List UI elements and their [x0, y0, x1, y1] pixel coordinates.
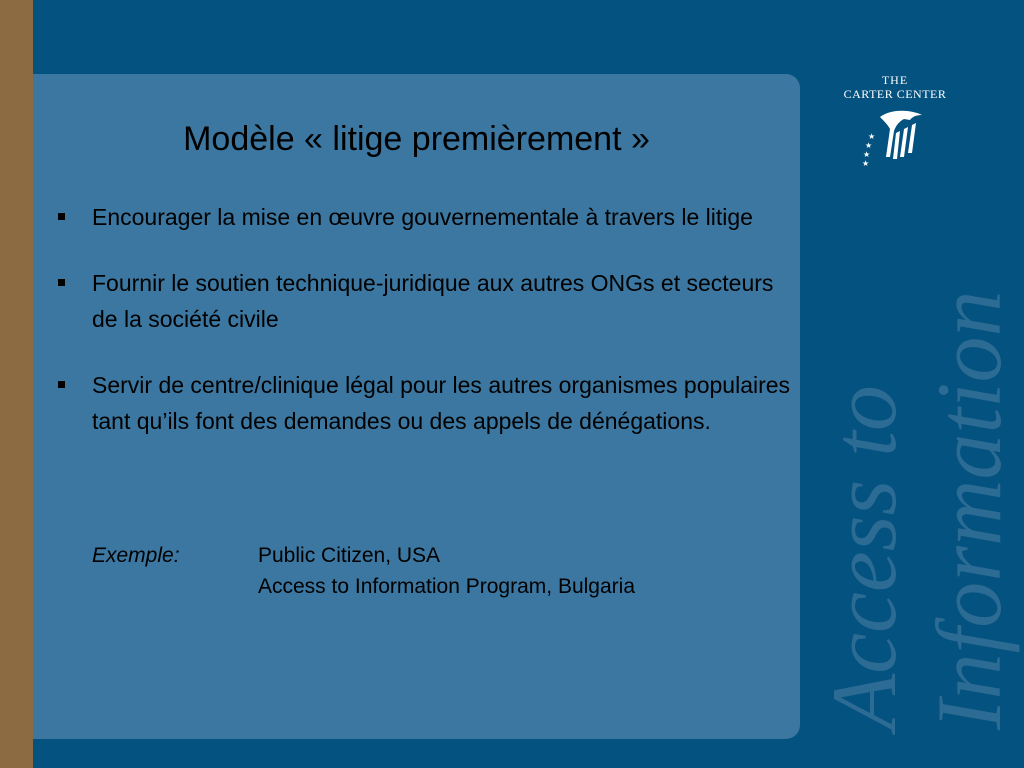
- example-item: Public Citizen, USA: [258, 544, 441, 567]
- bullet-text: Fournir le soutien technique-juridique aux autres ONGs et secteurs de la société civile: [92, 270, 774, 332]
- square-bullet-icon: [58, 381, 65, 388]
- logo-line2: CARTER CENTER: [843, 87, 947, 101]
- svg-text:★: ★: [862, 159, 870, 168]
- logo-line1: THE: [881, 73, 909, 87]
- slide-title: Modèle « litige premièrement »: [183, 120, 650, 158]
- bullet-item: [58, 199, 798, 235]
- watermark-line1: Access to: [813, 385, 915, 730]
- bullet-list: [58, 199, 798, 469]
- eagle-stars-icon: [860, 107, 930, 169]
- example-item: Access to Information Program, Bulgaria: [258, 575, 635, 598]
- bullet-text: Encourager la mise en œuvre gouvernementale à travers le litige: [92, 204, 753, 230]
- carter-center-logo: [820, 74, 970, 169]
- bullet-item: [58, 367, 798, 439]
- example-label: Exemple:: [92, 544, 180, 567]
- watermark-line2: Information: [918, 290, 1020, 730]
- bullet-item: [58, 265, 798, 337]
- svg-text:★: ★: [868, 132, 876, 141]
- example-items: [258, 540, 635, 602]
- svg-text:★: ★: [865, 141, 873, 150]
- square-bullet-icon: [58, 279, 65, 286]
- square-bullet-icon: [58, 213, 65, 220]
- left-accent-bar: [0, 0, 33, 768]
- bullet-text: Servir de centre/clinique légal pour les autres organismes populaires tant qu’ils font des demandes ou des appels de dénégations.: [92, 372, 791, 434]
- svg-text:★: ★: [863, 150, 871, 159]
